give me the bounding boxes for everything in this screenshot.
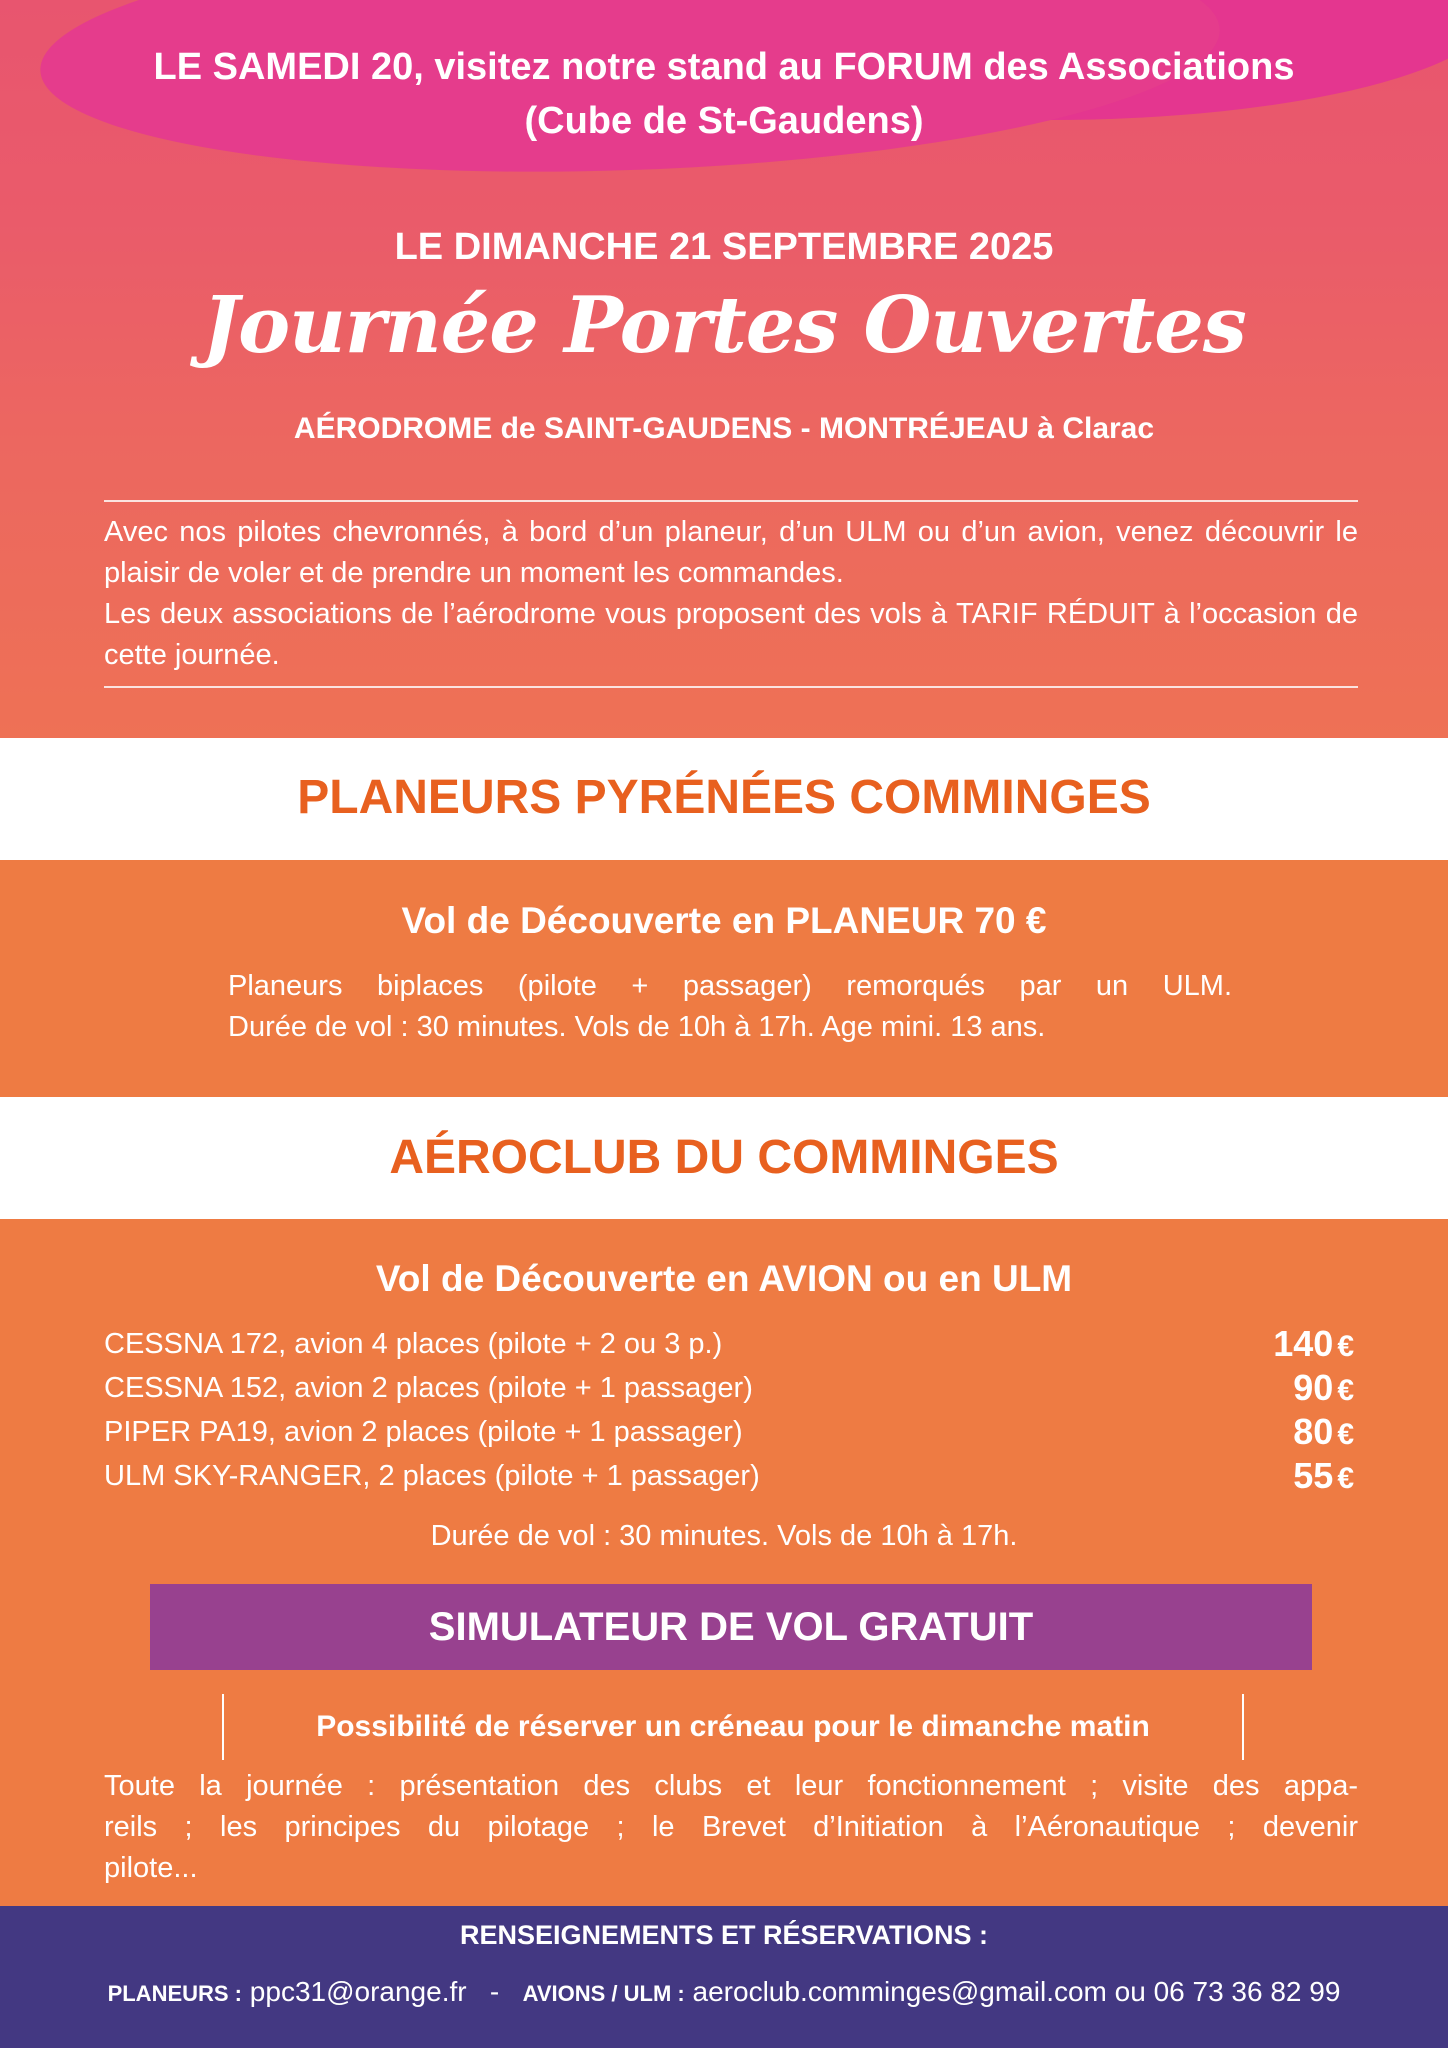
price-value: [1273, 1322, 1354, 1369]
price-value: [1293, 1410, 1354, 1457]
contact-title: RENSEIGNEMENTS ET RÉSERVATIONS :: [459, 1920, 989, 1950]
price-amount: 55: [1293, 1455, 1334, 1496]
plane-offer-heading: Vol de Découverte en AVION ou en ULM: [375, 1258, 1073, 1299]
price-row: [104, 1410, 1354, 1454]
intro-paragraph-2: Les deux associations de l’aérodrome vous proposent des vols à TARIF RÉDUIT à l’occasion de cette journée.: [104, 598, 1358, 671]
all-day-line-3: pilote...: [104, 1852, 198, 1884]
price-list: [104, 1322, 1354, 1498]
currency-symbol: €: [1337, 1462, 1354, 1495]
aircraft-label: PIPER PA19, avion 2 places (pilote + 1 passager): [104, 1416, 743, 1448]
event-date: LE DIMANCHE 21 SEPTEMBRE 2025: [394, 226, 1054, 268]
free-simulator-banner: SIMULATEUR DE VOL GRATUIT: [150, 1584, 1312, 1670]
gliders-contact-label: PLANEURS :: [107, 1981, 243, 2006]
glider-offer-heading: Vol de Découverte en PLANEUR 70 €: [401, 900, 1047, 941]
intro-paragraph-1: Avec nos pilotes chevronnés, à bord d’un planeur, d’un ULM ou d’un avion, venez découvrir le plaisir de voler et de prendre un moment les commandes.: [104, 516, 1358, 589]
aircraft-label: CESSNA 172, avion 4 places (pilote + 2 ou 3 p.): [104, 1328, 723, 1360]
glider-club-title: PLANEURS PYRÉNÉES COMMINGES: [297, 771, 1151, 824]
price-amount: 90: [1293, 1367, 1334, 1408]
contact-line: [0, 1976, 1448, 2008]
aeroclub-title: AÉROCLUB DU COMMINGES: [389, 1131, 1059, 1184]
price-row: [104, 1454, 1354, 1498]
price-amount: 80: [1293, 1411, 1334, 1452]
glider-desc-line-1: Planeurs biplaces (pilote + passager) remorqués par un ULM.: [228, 970, 1232, 1002]
saturday-announcement: [0, 40, 1448, 148]
divider: [104, 500, 1358, 502]
glider-desc-line-2: Durée de vol : 30 minutes. Vols de 10h à 17h. Age mini. 13 ans.: [228, 1011, 1046, 1043]
all-day-line-1: Toute la journée : présentation des clubs et leur fonctionnement ; visite des appa-: [104, 1770, 1358, 1802]
price-value: [1293, 1454, 1354, 1501]
price-value: [1293, 1366, 1354, 1413]
glider-offer-description: [228, 966, 1232, 1048]
price-amount: 140: [1273, 1323, 1334, 1364]
divider: [104, 686, 1358, 688]
planes-contact-label: AVIONS / ULM :: [522, 1981, 685, 2006]
booking-note: Possibilité de réserver un créneau pour le dimanche matin: [222, 1694, 1244, 1760]
currency-symbol: €: [1337, 1330, 1354, 1363]
planes-contact[interactable]: aeroclub.comminges@gmail.com ou 06 73 36 82 99: [692, 1976, 1341, 2007]
aircraft-label: ULM SKY-RANGER, 2 places (pilote + 1 passager): [104, 1460, 760, 1492]
all-day-line-2: reils ; les principes du pilotage ; le Brevet d’Initiation à l’Aéronautique ; devenir: [104, 1811, 1358, 1843]
flight-duration-note: Durée de vol : 30 minutes. Vols de 10h à 17h.: [430, 1520, 1018, 1552]
gliders-email[interactable]: ppc31@orange.fr: [249, 1976, 467, 2007]
all-day-activities: [104, 1766, 1358, 1889]
price-row: [104, 1322, 1354, 1366]
event-title: Journée Portes Ouvertes: [202, 280, 1246, 371]
intro-paragraph: [104, 512, 1358, 676]
aircraft-label: CESSNA 152, avion 2 places (pilote + 1 passager): [104, 1372, 753, 1404]
currency-symbol: €: [1337, 1418, 1354, 1451]
event-location: AÉRODROME de SAINT-GAUDENS - MONTRÉJEAU à Clarac: [293, 412, 1155, 445]
contact-separator: -: [489, 1976, 500, 2007]
price-row: [104, 1366, 1354, 1410]
currency-symbol: €: [1337, 1374, 1354, 1407]
saturday-line-1: LE SAMEDI 20, visitez notre stand au FORUM des Associations: [153, 46, 1295, 88]
saturday-line-2: (Cube de St-Gaudens): [524, 100, 924, 142]
